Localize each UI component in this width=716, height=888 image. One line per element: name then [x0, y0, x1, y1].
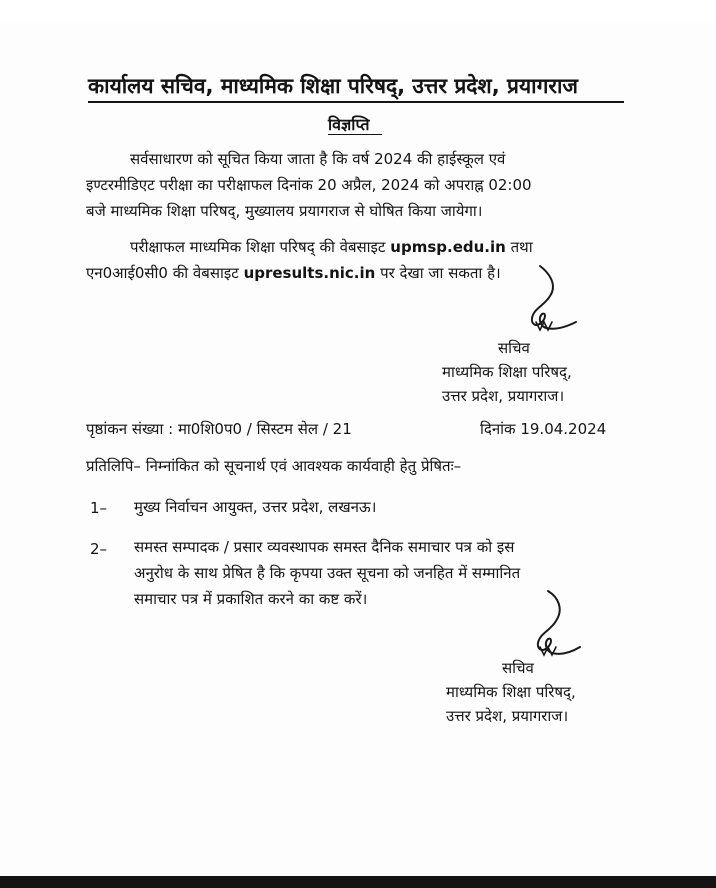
signature-block [446, 656, 576, 728]
signatory-location: उत्तर प्रदेश, प्रयागराज। [442, 387, 565, 405]
top-frame-bar [0, 0, 716, 22]
list-item-number: 1– [90, 499, 108, 517]
paragraph-text: परीक्षाफल माध्यमिक शिक्षा परिषद् की वेबसाइट [130, 238, 386, 256]
reference-date: दिनांक 19.04.2024 [480, 420, 607, 438]
title-underline [88, 101, 624, 103]
list-item [134, 534, 520, 612]
signatory-title: सचिव [498, 339, 530, 357]
signatory-office: माध्यमिक शिक्षा परिषद्, [446, 683, 576, 701]
bottom-frame-bar [0, 876, 716, 888]
list-item-line: समाचार पत्र में प्रकाशित करने का कष्ट करें। [134, 590, 368, 608]
paragraph-line: बजे माध्यमिक शिक्षा परिषद्, मुख्यालय प्रयागराज से घोषित किया जायेगा। [86, 202, 483, 220]
signatory-title: सचिव [502, 659, 534, 677]
office-title: कार्यालय सचिव, माध्यमिक शिक्षा परिषद्, उत्तर प्रदेश, प्रयागराज [88, 74, 579, 98]
list-item-number: 2– [90, 540, 108, 558]
notice-heading-underline [328, 134, 382, 135]
paragraph-line: सर्वसाधारण को सूचित किया जाता है कि वर्ष 2024 की हाईस्कूल एवं [130, 150, 506, 168]
paragraph-line: इण्टरमीडिएट परीक्षा का परीक्षाफल दिनांक 20 अप्रैल, 2024 को अपराह्न 02:00 [86, 176, 532, 194]
list-item-line: अनुरोध के साथ प्रेषित है कि कृपया उक्त सूचना को जनहित में सम्मानित [134, 564, 521, 582]
signatory-location: उत्तर प्रदेश, प्रयागराज। [446, 707, 569, 725]
copy-to-heading: प्रतिलिपि– निम्नांकित को सूचनार्थ एवं आवश्यक कार्यवाही हेतु प्रेषितः– [86, 457, 462, 475]
notice-heading: विज्ञप्ति [328, 115, 370, 134]
handwritten-signature [518, 262, 588, 340]
handwritten-signature [520, 585, 590, 665]
signature-block [442, 336, 572, 408]
signatory-office: माध्यमिक शिक्षा परिषद्, [442, 363, 572, 381]
reference-number: पृष्ठांकन संख्या : मा0शि0प0 / सिस्टम सेल / 21 [86, 420, 352, 438]
paragraph-line [86, 234, 612, 260]
announcement-paragraph [86, 146, 612, 224]
website-link-upresults: upresults.nic.in [243, 264, 376, 282]
list-item-line: मुख्य निर्वाचन आयुक्त, उत्तर प्रदेश, लखनऊ। [134, 498, 377, 516]
paragraph-text: पर देखा जा सकता है। [380, 264, 501, 282]
list-item [134, 494, 376, 520]
website-link-upmsp: upmsp.edu.in [390, 238, 506, 256]
list-item-line: समस्त सम्पादक / प्रसार व्यवस्थापक समस्त दैनिक समाचार पत्र को इस [134, 538, 515, 556]
paragraph-text: तथा [510, 238, 533, 256]
paragraph-text: एन0आई0सी0 की वेबसाइट [86, 264, 239, 282]
